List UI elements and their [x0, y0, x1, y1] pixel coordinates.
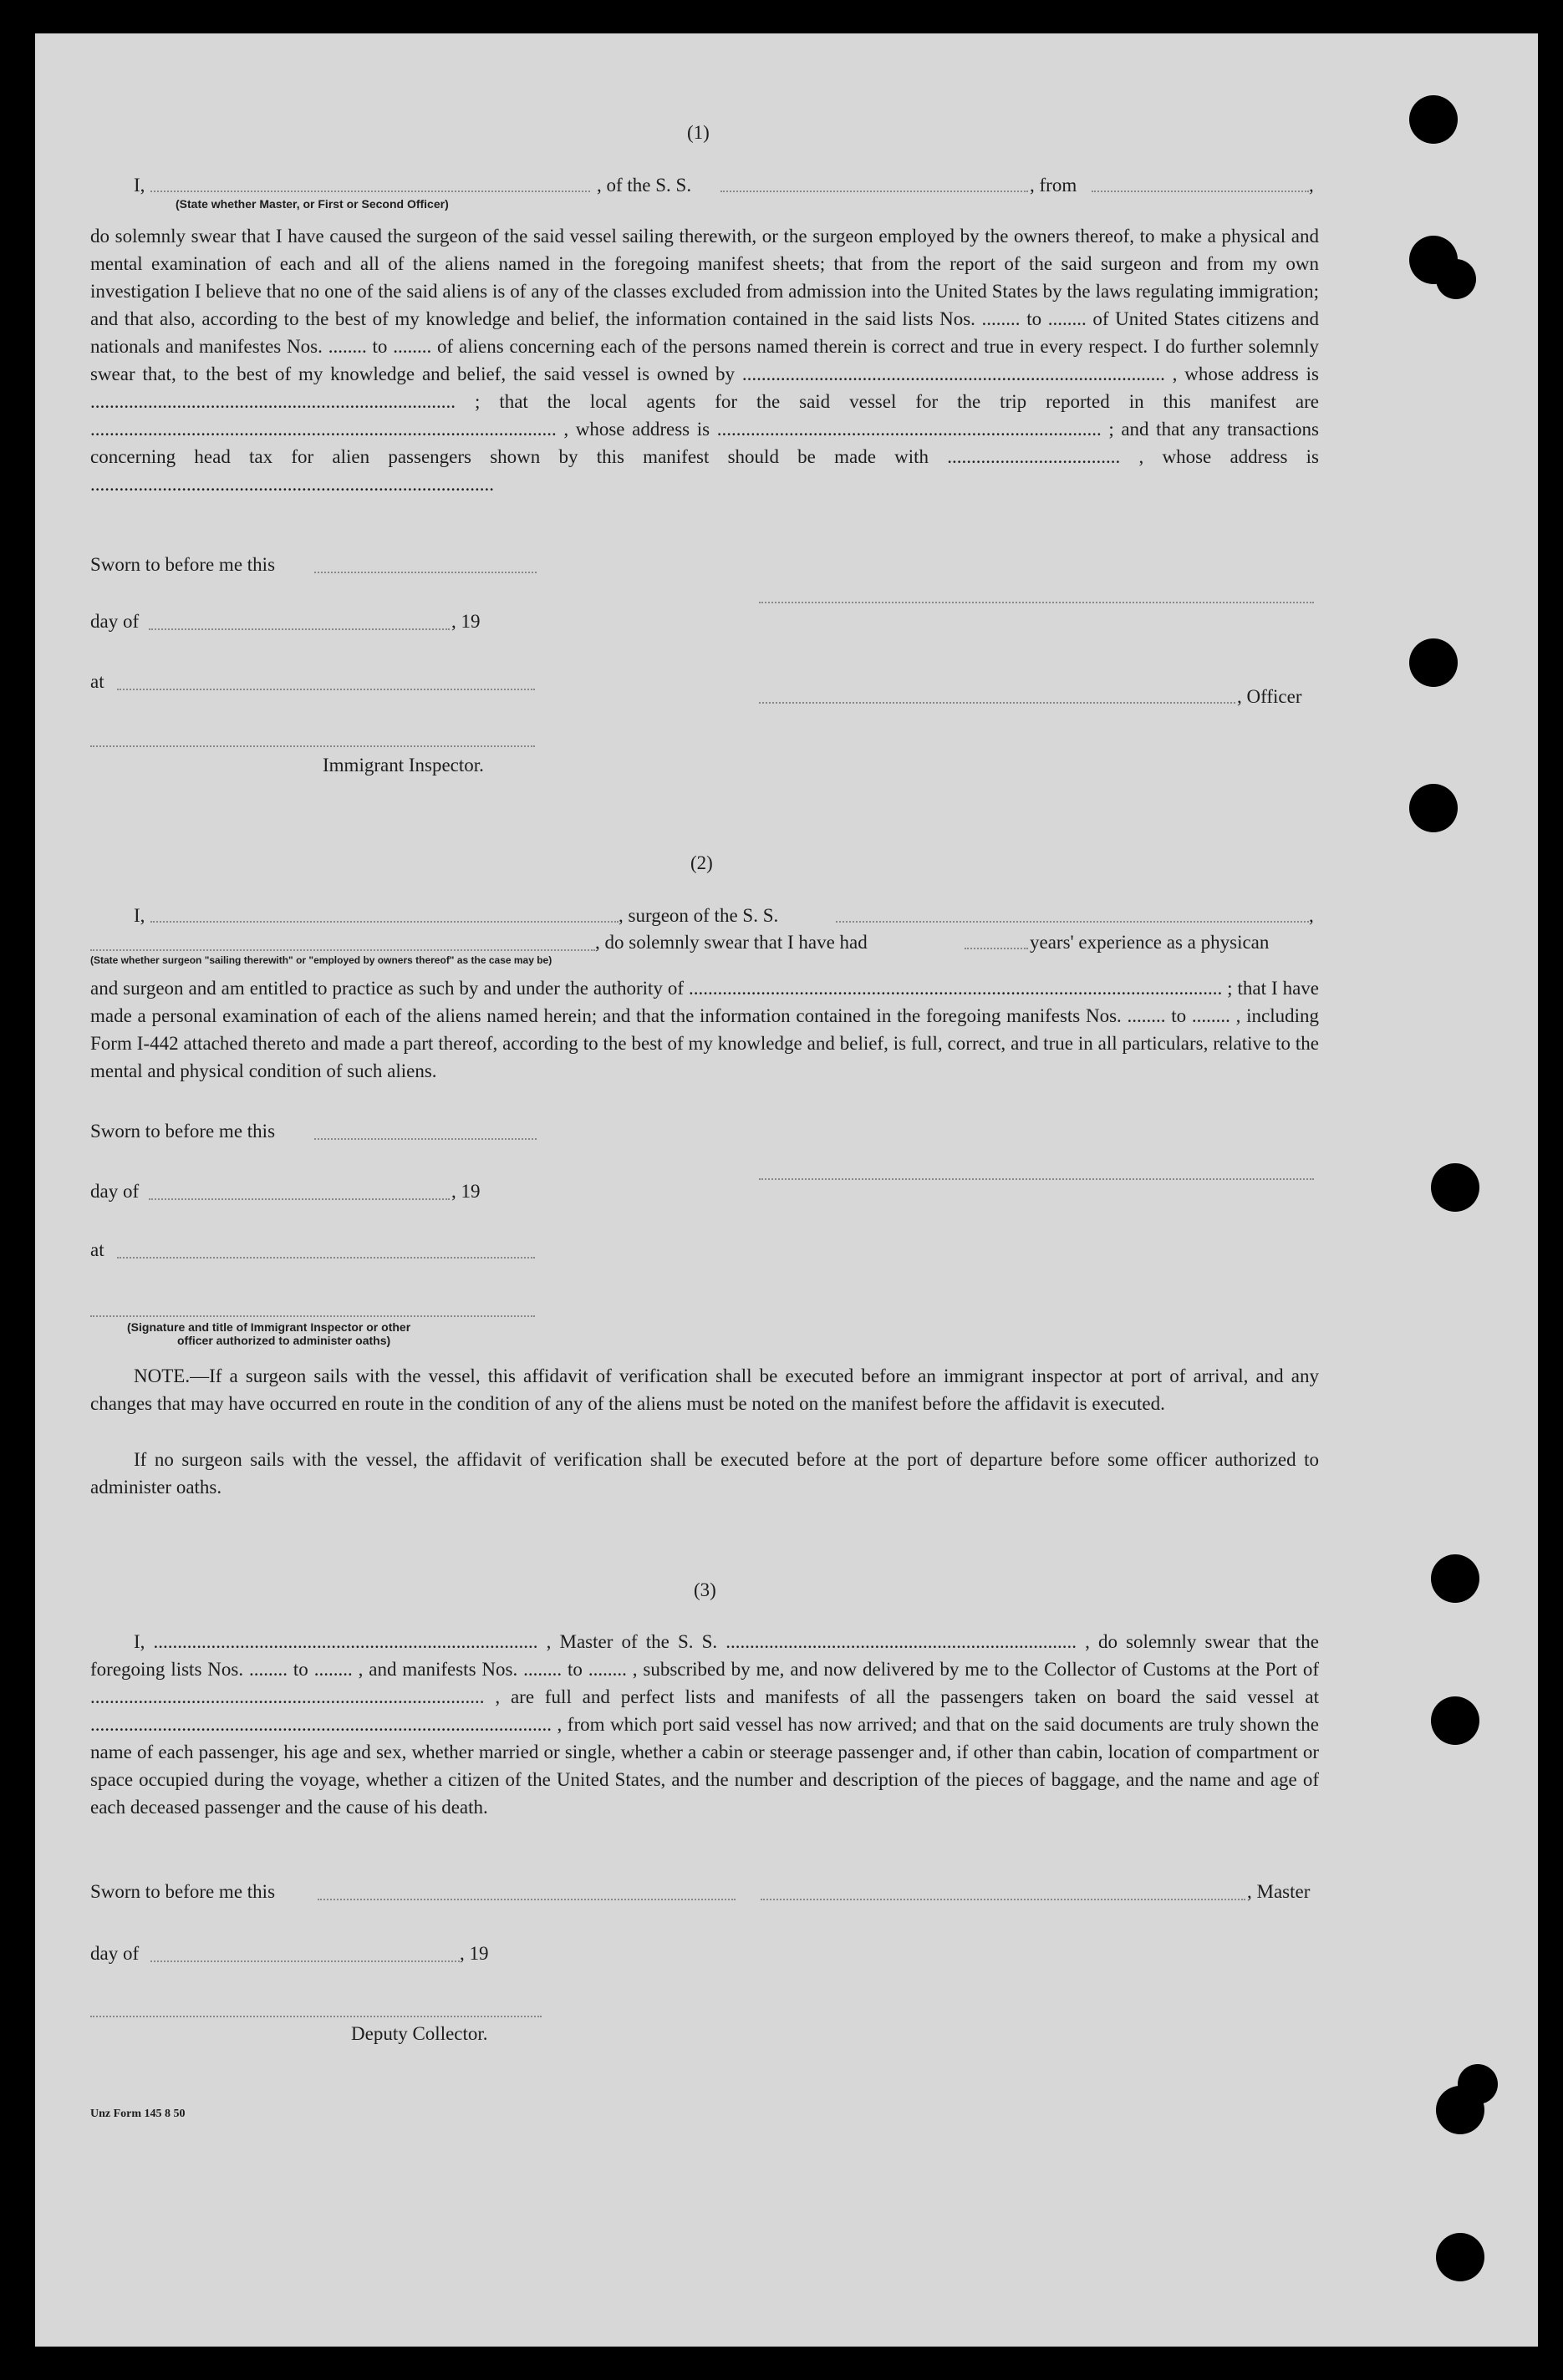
at-field[interactable]	[117, 689, 535, 690]
note-paragraph: NOTE.—If a surgeon sails with the vessel, this affidavit of verification shall be executed before an immigrant inspector at port of arrival, and any changes that may have occurred en route in the condition of any of the aliens must be noted on the manifest before the affidavit is executed.	[90, 1365, 1319, 1414]
inspector-label: Immigrant Inspector.	[323, 755, 484, 776]
sig-note: officer authorized to administer oaths)	[177, 1334, 391, 1347]
section-number: (3)	[694, 1579, 716, 1600]
year-label: , 19	[451, 1181, 481, 1202]
punch-hole	[1409, 638, 1458, 687]
note-paragraph-2: If no surgeon sails with the vessel, the affidavit of verification shall be executed before at the port of departure before some officer authorized to administer oaths.	[90, 1449, 1319, 1498]
officer-label: , Officer	[1237, 686, 1302, 707]
section-number: (2)	[690, 852, 713, 873]
from-field[interactable]	[1092, 191, 1309, 192]
from-label: , from	[1030, 175, 1077, 196]
oath-i: I,	[134, 905, 145, 926]
state-note: (State whether Master, or First or Second Officer)	[176, 197, 449, 211]
name-field[interactable]	[150, 191, 590, 192]
day-of-label: day of	[90, 1181, 140, 1202]
oath-i: I,	[134, 175, 145, 196]
sig-note: (Signature and title of Immigrant Inspector or other	[127, 1320, 411, 1334]
punch-hole	[1458, 2064, 1498, 2104]
day-of-label: day of	[90, 611, 140, 632]
do-swear-label: , do solemnly swear that I have had	[595, 932, 868, 953]
year-label: , 19	[460, 1943, 489, 1964]
vessel-field[interactable]	[720, 191, 1028, 192]
sworn-label: Sworn to before me this	[90, 1121, 276, 1142]
years-field[interactable]	[965, 948, 1028, 949]
sworn-date-field[interactable]	[314, 572, 537, 573]
oath-paragraph: do solemnly swear that I have caused the surgeon of the said vessel sailing therewith, or the surgeon employed by the owners thereof, to make a physical and mental examination of each and all of the aliens named in the foregoing manifest sheets; that from the report of the said surgeon and from my own investigation I believe that no one of the said aliens is of any of the classes excluded from admission into the United States by the laws regulating immigration; and that also, according to the best of my knowledge and belief, the information contained in the said lists Nos. ........ to ........ of United States citizens and nationals and manifestes Nos. ........ to ........ of aliens concerning each of the persons named therein is correct and true in every respect. I do further solemnly swear that, to the best of my knowledge and belief, the said vessel is owned by ........................................................................................ , whose address is ............................................................................ ; that the local agents for the said vessel for the trip reported in this manifest are ................................................................................................. , whose address is ................................................................................ ; and that any transactions concerning head tax for alien passengers shown by this manifest should be made with .................................... , whose address is ....................................................................................	[90, 226, 1319, 495]
punch-hole	[1409, 95, 1458, 144]
vessel-field[interactable]	[836, 921, 1309, 923]
punch-hole	[1431, 1696, 1479, 1745]
surgeon-of-label: , surgeon of the S. S.	[619, 905, 779, 926]
day-field[interactable]	[149, 628, 450, 630]
day-of-label: day of	[90, 1943, 140, 1964]
punch-hole	[1409, 784, 1458, 832]
years-label: years' experience as a physican	[1030, 932, 1270, 953]
officer-signature-field[interactable]	[759, 602, 1314, 603]
form-number: Unz Form 145 8 50	[90, 2108, 186, 2120]
sworn-date-field[interactable]	[318, 1899, 736, 1900]
surgeon-paragraph: and surgeon and am entitled to practice as such by and under the authority of ............................................................................................................... ; that I have made a personal examination of each of the aliens named herein; and that the information contained in the foregoing manifests Nos. ........ to ........ , including Form I-442 attached thereto and made a part thereof, according to the best of my knowledge and belief, is full, correct, and true in all particulars, relative to the mental and physical condition of such aliens.	[90, 978, 1319, 1081]
year-label: , 19	[451, 611, 481, 632]
section-number: (1)	[687, 122, 710, 143]
inspector-signature-field[interactable]	[90, 1315, 535, 1317]
of-ss-label: , of the S. S.	[597, 175, 692, 196]
inspector-signature-field[interactable]	[90, 745, 535, 747]
sworn-date-field[interactable]	[314, 1138, 537, 1140]
comma: ,	[1309, 175, 1314, 196]
master-label: , Master	[1247, 1881, 1311, 1902]
day-field[interactable]	[150, 1960, 460, 1962]
surgeon-type-field[interactable]	[90, 949, 595, 951]
punch-hole	[1436, 2233, 1484, 2281]
punch-hole	[1431, 1163, 1479, 1212]
sworn-label: Sworn to before me this	[90, 554, 276, 575]
at-field[interactable]	[117, 1257, 535, 1259]
punch-hole	[1431, 1554, 1479, 1603]
collector-signature-field[interactable]	[90, 2016, 542, 2017]
comma: ,	[1309, 905, 1314, 926]
officer-title-field[interactable]	[759, 702, 1235, 704]
master-signature-field[interactable]	[761, 1899, 1245, 1900]
name-field[interactable]	[150, 921, 619, 923]
sworn-label: Sworn to before me this	[90, 1881, 276, 1902]
deputy-label: Deputy Collector.	[351, 2023, 488, 2044]
state-note: (State whether surgeon "sailing therewith" or "employed by owners thereof" as the case may be)	[90, 954, 552, 966]
day-field[interactable]	[149, 1198, 450, 1200]
at-label: at	[90, 671, 104, 692]
surgeon-signature-field[interactable]	[759, 1178, 1314, 1180]
master-paragraph: I, ................................................................................ , Master of the S. S. ......................................................................... , do solemnly swear that the foregoing lists Nos. ........ to ........ , and manifests Nos. ........ to ........ , subscribed by me, and now delivered by me to the Collector of Customs at the Port of .................................................................................. , are full and perfect lists and manifests of all the passengers taken on board the said vessel at ................................................................................................ , from which port said vessel has now arrived; and that on the said documents are truly shown the name of each passenger, his age and sex, whether married or single, whether a cabin or steerage passenger and, if other than cabin, location of compartment or space occupied during the voyage, whether a citizen of the United States, and the number and description of the pieces of baggage, and the name and age of each deceased passenger and the cause of his death.	[90, 1631, 1319, 1818]
at-label: at	[90, 1239, 104, 1260]
punch-hole	[1436, 259, 1476, 299]
